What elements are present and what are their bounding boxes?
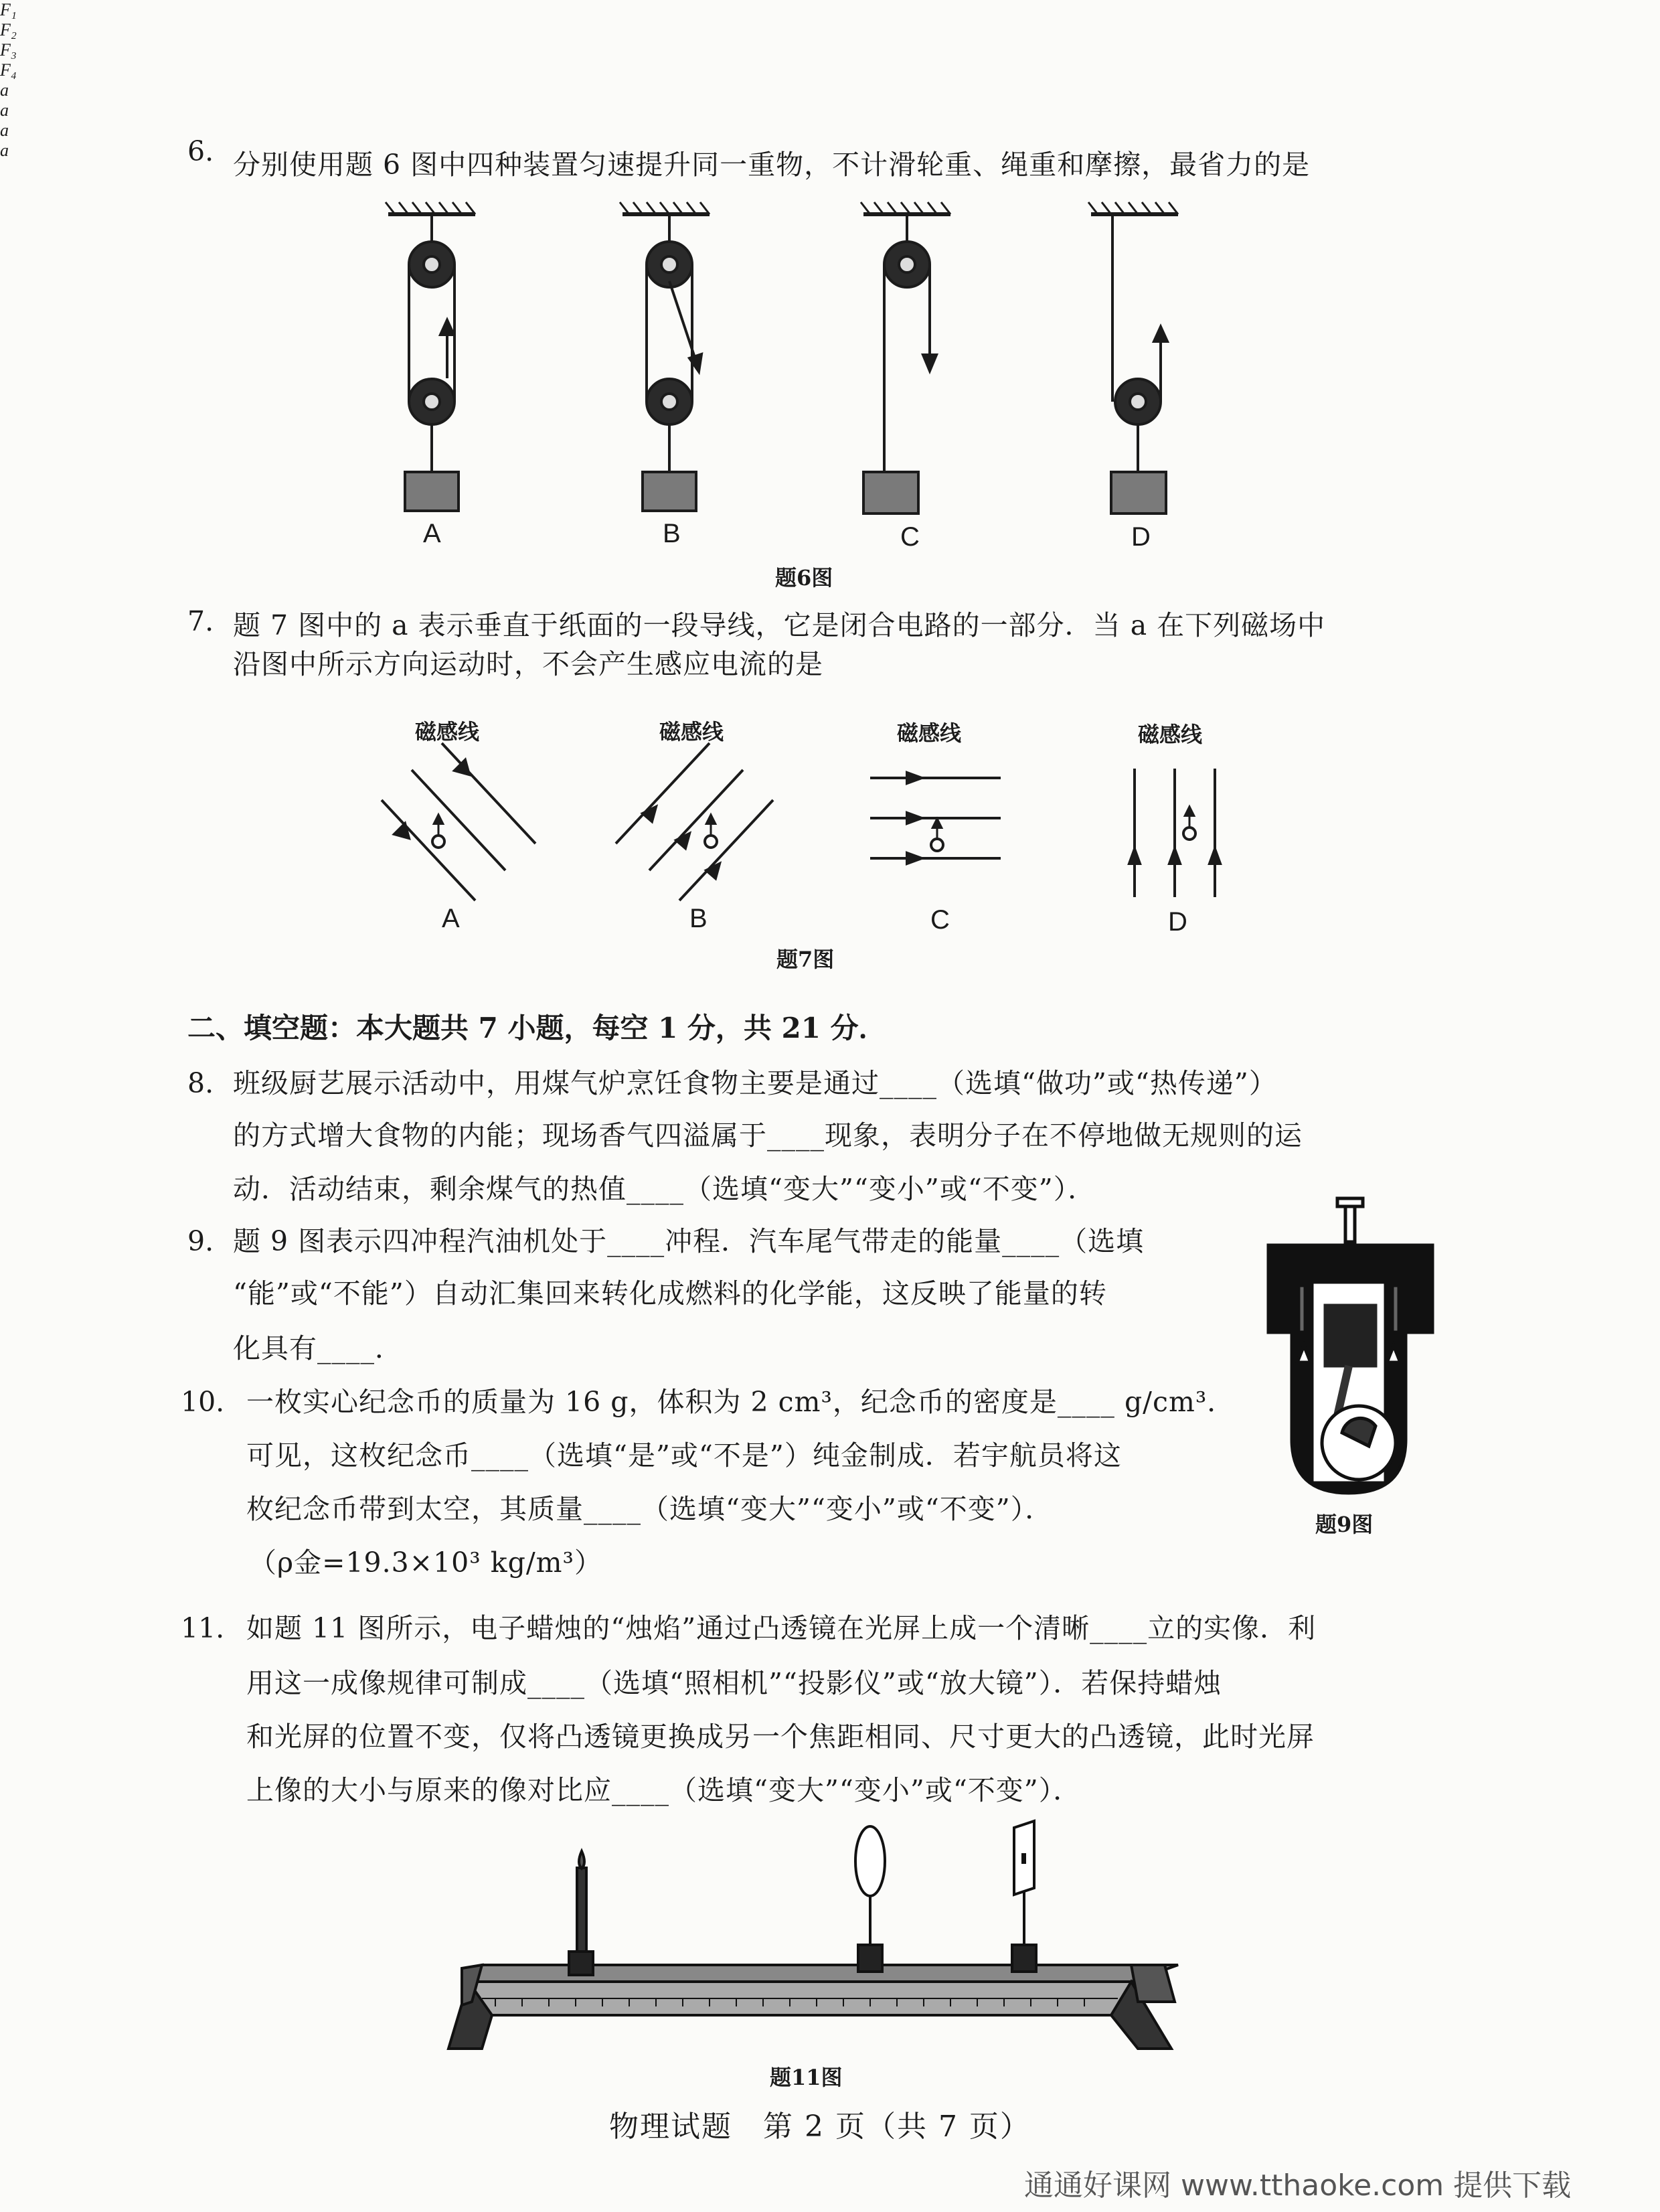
q6-label-a: A (423, 519, 441, 548)
q7-label-c: C (930, 905, 950, 935)
q10-line2: 可见，这枚纪念币____（选填“是”或“不是”）纯金制成．若宇航员将这 (246, 1439, 1122, 1472)
q8-number: 8. (187, 1067, 214, 1099)
q7-wire-a: a (0, 80, 9, 100)
q9-line2: “能”或“不能”）自动汇集回来转化成燃料的化学能，这反映了能量的转 (233, 1277, 1107, 1310)
q9-line1: 题 9 图表示四冲程汽油机处于____冲程．汽车尾气带走的能量____（选填 (233, 1225, 1145, 1257)
q10-line3: 枚纪念币带到太空，其质量____（选填“变大”“变小”或“不变”）． (246, 1493, 1054, 1525)
q11-number: 11. (181, 1612, 225, 1644)
q6-force-f4: F₄ (0, 60, 17, 80)
q7-field-label-c: 磁感线 (897, 720, 962, 746)
q11-line3: 和光屏的位置不变，仅将凸透镜更换成另一个焦距相同、尺寸更大的凸透镜，此时光屏 (246, 1721, 1315, 1753)
q9-number: 9. (187, 1225, 214, 1257)
q6-number: 6. (187, 135, 214, 167)
q7-label-a: A (442, 904, 460, 933)
q7-wire-d: a (0, 141, 9, 160)
q11-caption: 题11图 (770, 2065, 843, 2090)
q10-number: 10. (181, 1386, 225, 1418)
q7-field-label-b: 磁感线 (659, 719, 724, 744)
q7-line2: 沿图中所示方向运动时，不会产生感应电流的是 (233, 648, 823, 680)
q6-label-c: C (900, 522, 920, 552)
q7-label-d: D (1168, 907, 1187, 937)
q6-force-f2: F₂ (0, 20, 17, 40)
q6-force-f3: F₃ (0, 40, 17, 60)
section-two-heading: 二、填空题：本大题共 7 小题，每空 1 分，共 21 分． (187, 1012, 887, 1044)
q6-text: 分别使用题 6 图中四种装置匀速提升同一重物，不计滑轮重、绳重和摩擦，最省力的是 (233, 149, 1311, 181)
q8-line1: 班级厨艺展示活动中，用煤气炉烹饪食物主要是通过____（选填“做功”或“热传递”） (233, 1067, 1277, 1099)
q7-field-label-d: 磁感线 (1138, 722, 1203, 747)
q7-field-label-a: 磁感线 (415, 719, 480, 744)
q7-wire-c: a (0, 121, 9, 140)
page-footer: 物理试题 第 2 页（共 7 页） (609, 2110, 1031, 2144)
q7-wire-b: a (0, 100, 9, 120)
q9-line3: 化具有____． (233, 1332, 403, 1364)
q7-line1: 题 7 图中的 a 表示垂直于纸面的一段导线，它是闭合电路的一部分．当 a 在下列磁场中 (233, 609, 1326, 641)
q7-number: 7. (187, 605, 214, 637)
q10-line1: 一枚实心纪念币的质量为 16 g，体积为 2 cm³，纪念币的密度是____ g/cm³． (246, 1386, 1236, 1418)
q8-line3: 动．活动结束，剩余煤气的热值____（选填“变大”“变小”或“不变”）． (233, 1173, 1096, 1205)
q7-caption: 题7图 (776, 947, 835, 972)
q11-line1: 如题 11 图所示，电子蜡烛的“烛焰”通过凸透镜在光屏上成一个清晰____立的实像．利 (246, 1612, 1317, 1644)
q11-line4: 上像的大小与原来的像对比应____（选填“变大”“变小”或“不变”）． (246, 1774, 1082, 1806)
q9-caption: 题9图 (1315, 1512, 1374, 1537)
q6-caption: 题6图 (775, 565, 833, 590)
watermark: 通通好课网 www.tthaoke.com 提供下载 (1024, 2168, 1572, 2203)
q8-line2: 的方式增大食物的内能；现场香气四溢属于____现象，表明分子在不停地做无规则的运 (233, 1119, 1303, 1152)
q10-line4: （ρ金=19.3×10³ kg/m³） (249, 1547, 602, 1579)
q6-label-b: B (663, 519, 681, 548)
q7-label-b: B (689, 904, 708, 933)
q6-label-d: D (1131, 522, 1151, 552)
q6-force-f1: F₁ (0, 0, 17, 19)
q11-line2: 用这一成像规律可制成____（选填“照相机”“投影仪”或“放大镜”）．若保持蜡烛 (246, 1667, 1222, 1699)
